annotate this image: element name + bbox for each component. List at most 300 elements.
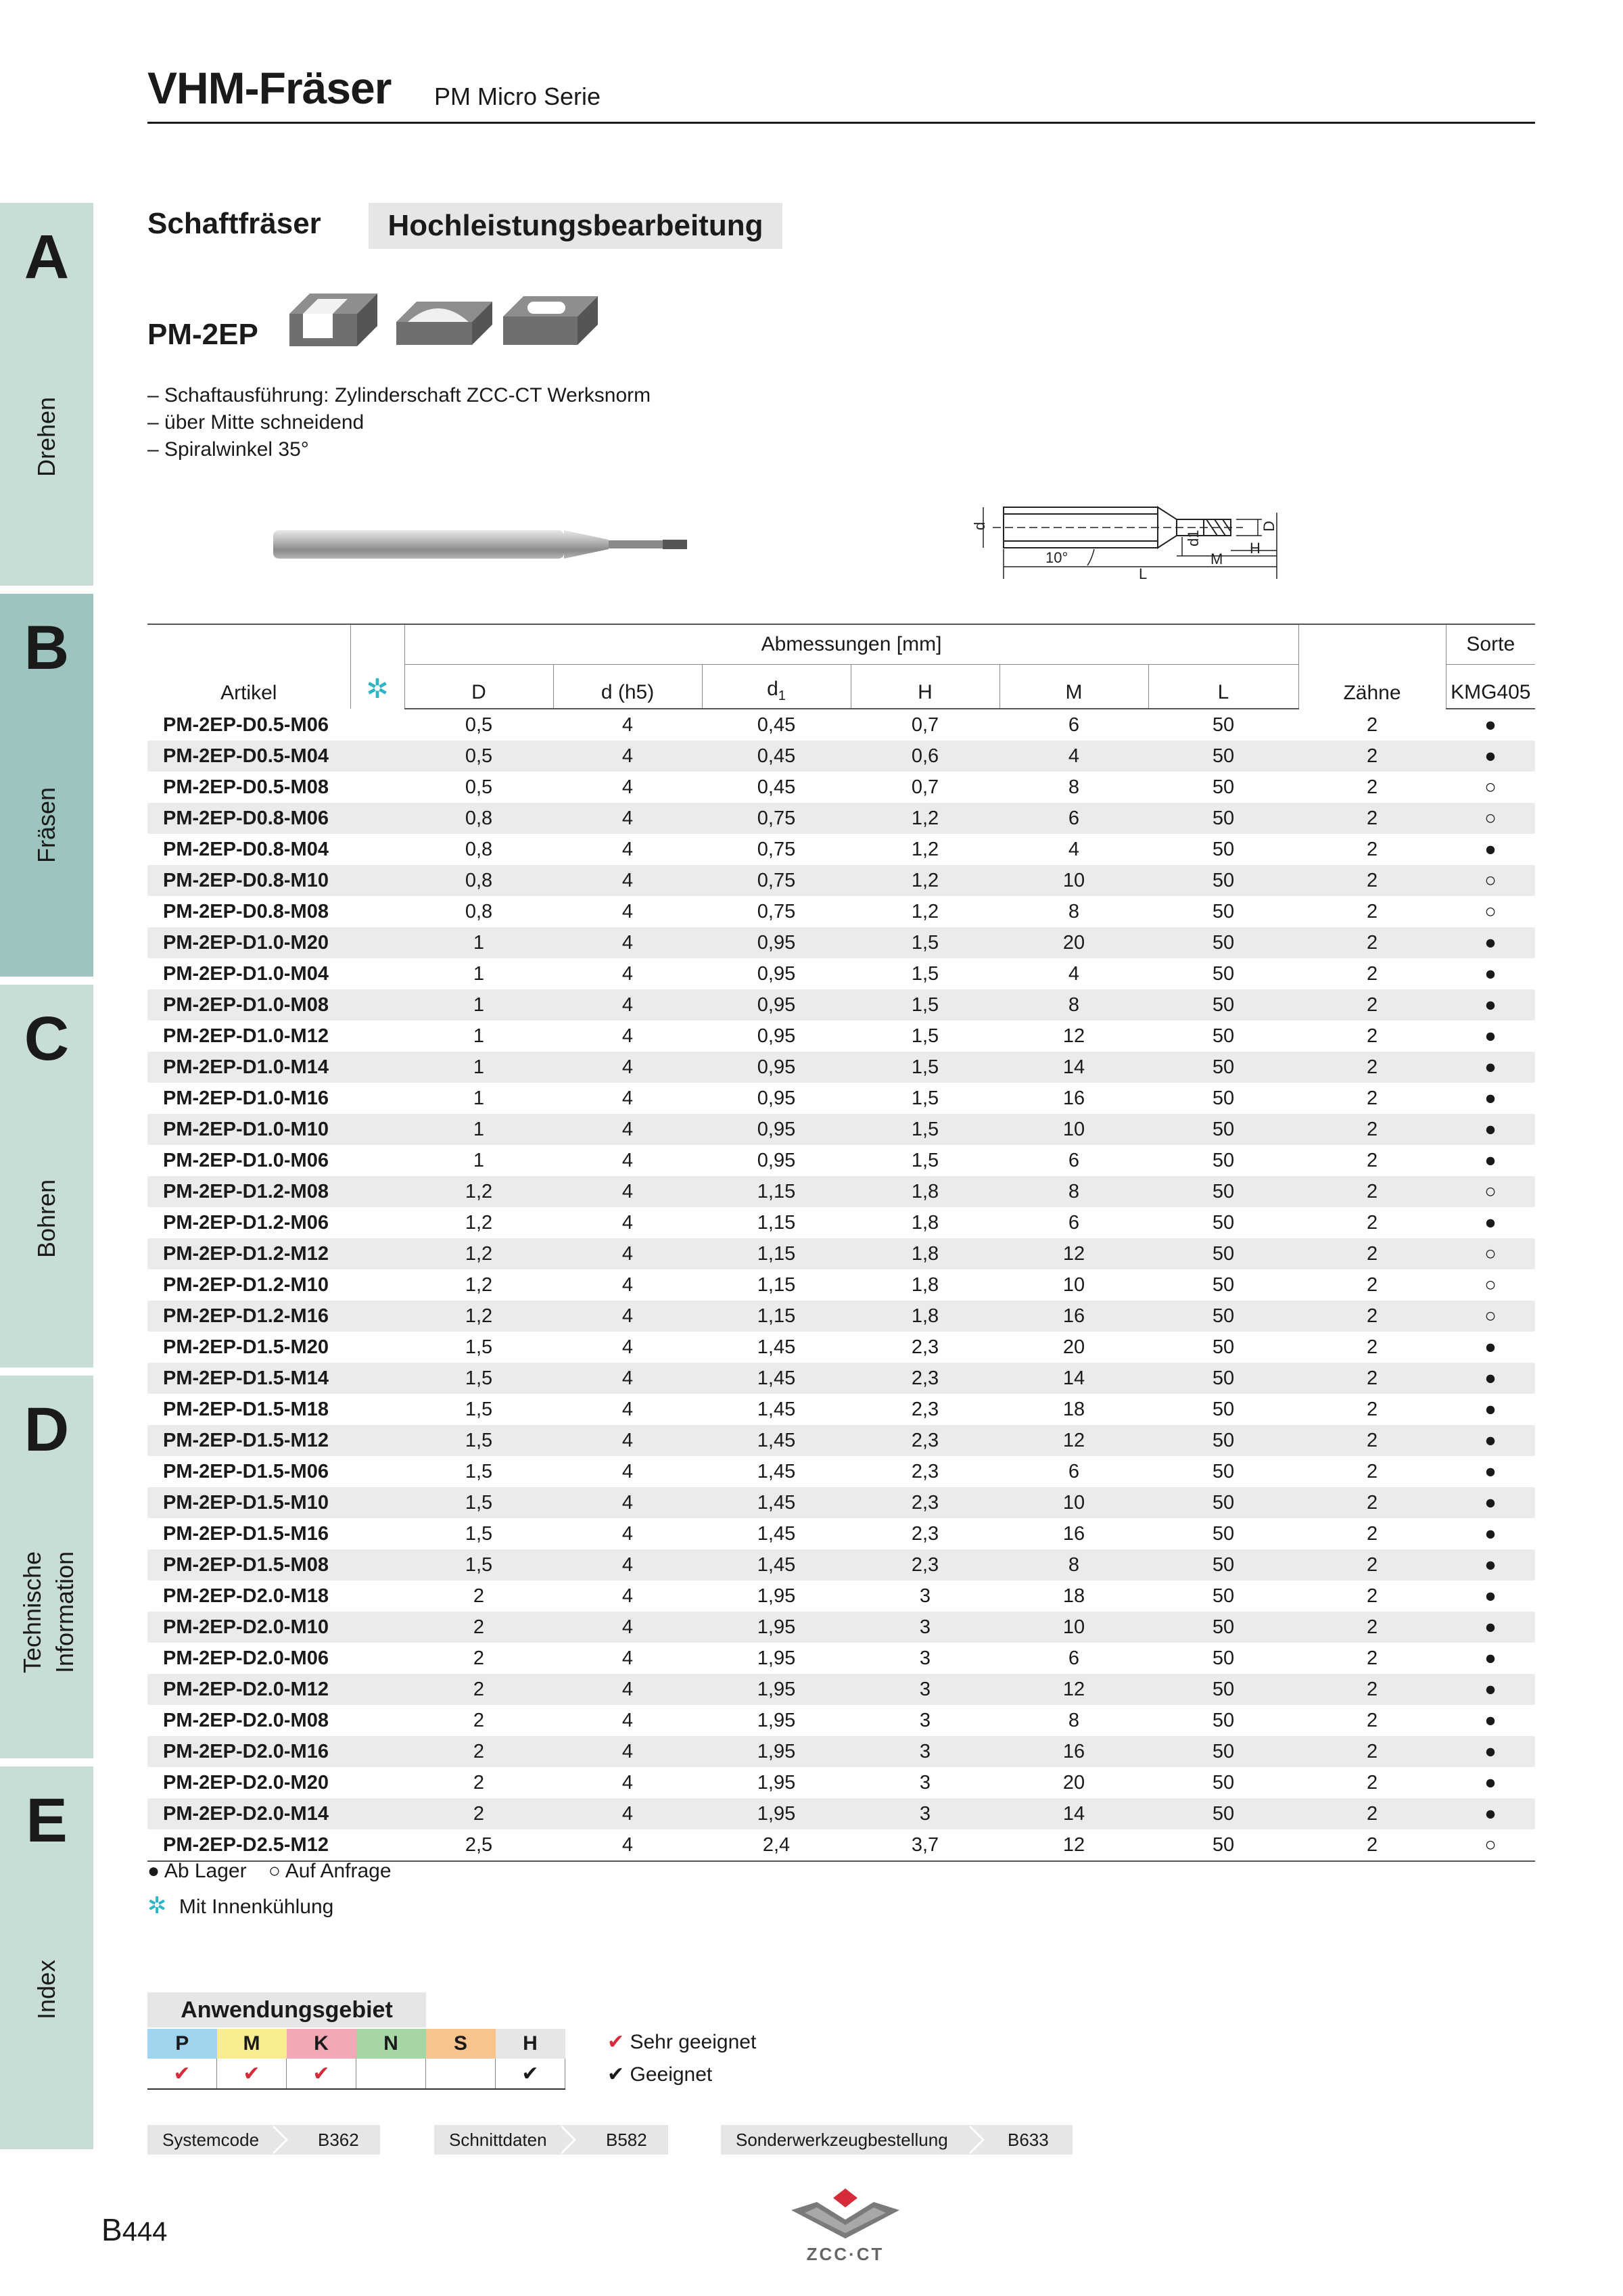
cell-availability: ● [1446, 1114, 1535, 1145]
cell-availability: ● [1446, 1612, 1535, 1643]
cell-artikel: PM-2EP-D2.5-M12 [147, 1829, 350, 1861]
cell-availability: ● [1446, 1425, 1535, 1456]
cell-M: 4 [1068, 839, 1080, 860]
cell-L: 50 [1212, 1212, 1235, 1234]
cell-artikel: PM-2EP-D1.0-M08 [147, 989, 350, 1021]
cell-d: 4 [621, 1710, 634, 1731]
cell-L: 50 [1148, 1674, 1298, 1705]
cell-d1: 1,95 [702, 1674, 851, 1705]
cell-d1: 1,15 [702, 1238, 851, 1269]
cell-availability: ● [1484, 714, 1497, 736]
cell-cooling [350, 1301, 404, 1332]
cell-artikel: PM-2EP-D1.0-M06 [163, 1150, 329, 1171]
cell-L: 50 [1148, 1176, 1298, 1207]
cell-M: 8 [999, 989, 1148, 1021]
cell-availability: ○ [1446, 865, 1535, 896]
col-header-d: d (h5) [553, 665, 702, 709]
cell-H: 1,5 [911, 963, 939, 985]
tab-letter: E [26, 1786, 68, 1855]
cell-d: 4 [553, 1363, 702, 1394]
cell-L: 50 [1212, 901, 1235, 922]
table-row [147, 1207, 1535, 1238]
cell-cooling [350, 1114, 404, 1145]
cell-H: 3 [851, 1612, 999, 1643]
cell-artikel: PM-2EP-D1.0-M16 [163, 1087, 329, 1109]
cell-L: 50 [1212, 1274, 1235, 1296]
cell-zaehne: 2 [1298, 1114, 1446, 1145]
col-header-cooling [350, 624, 404, 709]
tab-label: Bohren [32, 1179, 60, 1258]
cell-H: 1,8 [851, 1301, 999, 1332]
cell-zaehne: 2 [1298, 1829, 1446, 1861]
drawing-label-d1: d1 [1185, 530, 1202, 546]
cell-cooling [350, 1643, 404, 1674]
cell-d1: 1,15 [702, 1301, 851, 1332]
cell-M: 6 [1068, 1461, 1080, 1482]
cell-d: 4 [553, 865, 702, 896]
cell-H: 3 [919, 1710, 931, 1731]
cell-availability: ● [1446, 927, 1535, 958]
cell-M: 10 [999, 1612, 1148, 1643]
cell-d: 4 [621, 1025, 634, 1047]
tab-drehen[interactable] [0, 203, 93, 586]
cell-d: 4 [621, 1523, 634, 1545]
cell-d1: 1,95 [702, 1798, 851, 1829]
cell-d1: 0,95 [757, 1150, 796, 1171]
chevron-right-icon [559, 2125, 573, 2155]
cell-d: 4 [553, 1114, 702, 1145]
cell-D: 1 [473, 963, 485, 985]
cell-availability: ○ [1446, 1301, 1535, 1332]
cell-artikel: PM-2EP-D2.0-M14 [147, 1798, 350, 1829]
cell-d1: 0,75 [757, 839, 796, 860]
tab-technische-information[interactable] [0, 1376, 93, 1758]
cell-H: 1,2 [911, 839, 939, 860]
tab-bohren[interactable] [0, 985, 93, 1367]
cell-d: 4 [621, 1336, 634, 1358]
cell-M: 16 [1062, 1087, 1085, 1109]
cell-H: 1,2 [851, 803, 999, 834]
cell-L: 50 [1148, 1052, 1298, 1083]
table-row [147, 1052, 1535, 1083]
cell-H: 1,2 [851, 865, 999, 896]
cell-availability: ● [1484, 839, 1497, 860]
table-row [147, 1549, 1535, 1580]
cell-cooling [350, 1705, 404, 1736]
cell-M: 12 [999, 1829, 1148, 1861]
cell-H: 1,5 [851, 1114, 999, 1145]
cell-cooling [350, 803, 404, 834]
cell-availability: ● [1446, 1549, 1535, 1580]
cell-availability: ● [1446, 741, 1535, 772]
cell-M: 6 [1068, 1647, 1080, 1669]
cell-d: 4 [553, 1612, 702, 1643]
cell-cooling [350, 709, 404, 741]
legend-suitable-label: Geeignet [630, 2063, 713, 2086]
cell-D: 1,5 [465, 1399, 493, 1420]
cell-availability: ○ [1446, 1238, 1535, 1269]
cell-cooling [350, 1798, 404, 1829]
cell-L: 50 [1212, 1336, 1235, 1358]
cell-artikel: PM-2EP-D1.2-M16 [147, 1301, 350, 1332]
cell-d1: 0,45 [757, 776, 796, 798]
cell-zaehne: 2 [1298, 1549, 1446, 1580]
cell-artikel: PM-2EP-D0.8-M08 [163, 901, 329, 922]
table-row [147, 1767, 1535, 1798]
cell-D: 1,5 [404, 1487, 553, 1518]
logo-text: ZCC·CT [806, 2244, 885, 2264]
cell-D: 1,2 [404, 1176, 553, 1207]
cell-zaehne: 2 [1366, 1647, 1378, 1669]
cell-L: 50 [1212, 714, 1235, 736]
cell-zaehne: 2 [1298, 989, 1446, 1021]
ref-sonderwerkzeugbestellung[interactable] [721, 2125, 1073, 2155]
cell-d: 4 [553, 1238, 702, 1269]
cell-d1: 0,75 [702, 865, 851, 896]
cell-H: 1,8 [851, 1176, 999, 1207]
ref-label: Systemcode [162, 2130, 260, 2150]
cell-zaehne: 2 [1298, 1176, 1446, 1207]
cell-artikel: PM-2EP-D1.2-M10 [163, 1274, 329, 1296]
cell-M: 18 [1062, 1399, 1085, 1420]
cell-L: 50 [1212, 1647, 1235, 1669]
cell-H: 2,3 [851, 1549, 999, 1580]
cell-H: 0,6 [851, 741, 999, 772]
group-header-abmessungen: Abmessungen [mm] [404, 624, 1298, 665]
slot-block-icon [289, 294, 377, 346]
pocket-block-icon [503, 296, 598, 345]
col-header-M: M [999, 665, 1148, 709]
cell-availability: ● [1446, 1363, 1535, 1394]
cell-zaehne: 2 [1366, 1772, 1378, 1794]
page-letter: B [101, 2212, 122, 2247]
cell-availability: ○ [1484, 776, 1497, 798]
cell-availability: ● [1484, 1399, 1497, 1420]
cell-zaehne: 2 [1366, 1336, 1378, 1358]
ref-systemcode[interactable] [147, 2125, 380, 2155]
workpiece-icons [283, 273, 607, 354]
cell-cooling [350, 1269, 404, 1301]
cell-L: 50 [1148, 1798, 1298, 1829]
cell-L: 50 [1148, 989, 1298, 1021]
cell-zaehne: 2 [1366, 1710, 1378, 1731]
cell-L: 50 [1148, 1829, 1298, 1861]
cell-H: 2,3 [851, 1363, 999, 1394]
cell-M: 8 [1068, 901, 1080, 922]
col-header-D: D [404, 665, 553, 709]
drawing-label-angle: 10° [1045, 549, 1068, 566]
tab-label: Technische [18, 1551, 46, 1673]
cell-D: 1,2 [404, 1238, 553, 1269]
cell-d: 4 [553, 989, 702, 1021]
cell-cooling [350, 1238, 404, 1269]
cell-availability: ● [1446, 1487, 1535, 1518]
chevron-right-icon [270, 2125, 285, 2155]
cell-M: 4 [999, 741, 1148, 772]
cell-D: 1,5 [404, 1549, 553, 1580]
cell-artikel: PM-2EP-D2.0-M16 [147, 1736, 350, 1767]
cell-artikel: PM-2EP-D0.5-M08 [163, 776, 329, 798]
tab-letter: A [24, 222, 70, 291]
legend-suitable [607, 2063, 712, 2086]
page-number [101, 2211, 167, 2248]
cell-availability: ● [1484, 963, 1497, 985]
cell-M: 20 [999, 927, 1148, 958]
section-category: Hochleistungsbearbeitung [369, 203, 782, 249]
cell-M: 16 [999, 1736, 1148, 1767]
cell-cooling [350, 1052, 404, 1083]
drawing-label-d: d [971, 521, 988, 530]
table-row [147, 1269, 1535, 1301]
cell-d1: 1,95 [757, 1772, 796, 1794]
cell-d: 4 [621, 1087, 634, 1109]
cell-availability: ○ [1484, 901, 1497, 922]
cell-artikel: PM-2EP-D1.5-M14 [147, 1363, 350, 1394]
cell-d: 4 [553, 1052, 702, 1083]
cell-d: 4 [621, 1399, 634, 1420]
cell-d1: 1,45 [702, 1363, 851, 1394]
cell-L: 50 [1148, 1301, 1298, 1332]
table-row [147, 958, 1535, 989]
cell-D: 2 [404, 1612, 553, 1643]
cell-H: 2,3 [911, 1523, 939, 1545]
cell-zaehne: 2 [1366, 963, 1378, 985]
channel-block-icon [396, 302, 492, 345]
cell-D: 1,5 [465, 1523, 493, 1545]
cell-zaehne: 2 [1298, 741, 1446, 772]
table-row [147, 1487, 1535, 1518]
cell-availability: ● [1484, 1585, 1497, 1607]
cell-availability: ● [1484, 1336, 1497, 1358]
check-icon: ✔ [287, 2059, 356, 2089]
cell-H: 2,3 [911, 1336, 939, 1358]
cell-M: 6 [999, 803, 1148, 834]
cell-M: 16 [999, 1301, 1148, 1332]
cell-D: 0,5 [404, 741, 553, 772]
cell-cooling [350, 1176, 404, 1207]
cell-d1: 1,95 [757, 1647, 796, 1669]
cell-D: 2 [473, 1772, 485, 1794]
cell-cooling [350, 1736, 404, 1767]
cell-L: 50 [1148, 1363, 1298, 1394]
cell-d: 4 [621, 1212, 634, 1234]
cell-d1: 0,95 [757, 963, 796, 985]
table-row [147, 1612, 1535, 1643]
cell-d1: 1,95 [757, 1710, 796, 1731]
cell-d: 4 [553, 1176, 702, 1207]
cell-artikel: PM-2EP-D0.8-M06 [147, 803, 350, 834]
table-row [147, 1238, 1535, 1269]
cell-D: 2 [473, 1585, 485, 1607]
material-k: K [287, 2029, 356, 2059]
tab-label: Information [51, 1551, 78, 1673]
cell-artikel: PM-2EP-D1.5-M06 [163, 1461, 329, 1482]
cell-zaehne: 2 [1298, 1425, 1446, 1456]
col-header-d1-sub: 1 [778, 688, 786, 703]
table-body [147, 709, 1535, 1861]
feature-item: – über Mitte schneidend [147, 411, 364, 434]
table-row [147, 1705, 1535, 1736]
cell-zaehne: 2 [1366, 776, 1378, 798]
col-header-d1 [702, 665, 851, 709]
page-number-value: 444 [122, 2217, 168, 2247]
cell-availability: ● [1484, 1025, 1497, 1047]
cell-d1: 0,75 [757, 901, 796, 922]
cell-artikel: PM-2EP-D0.5-M06 [163, 713, 329, 736]
table-row [147, 803, 1535, 834]
cell-H: 3 [851, 1674, 999, 1705]
cell-D: 1,2 [404, 1301, 553, 1332]
cell-D: 1 [404, 989, 553, 1021]
cell-d1: 0,75 [702, 803, 851, 834]
legend-in-stock: Ab Lager [164, 1860, 247, 1882]
table-row [147, 1021, 1535, 1052]
ref-schnittdaten[interactable] [434, 2125, 668, 2155]
cell-artikel: PM-2EP-D1.5-M08 [147, 1549, 350, 1580]
legend-cooling: Mit Innenkühlung [179, 1896, 334, 1918]
cell-D: 2 [473, 1647, 485, 1669]
cell-H: 1,8 [911, 1274, 939, 1296]
drawing-label-D: D [1261, 521, 1277, 532]
cell-H: 1,5 [911, 1025, 939, 1047]
cell-zaehne: 2 [1366, 1585, 1378, 1607]
cell-artikel: PM-2EP-D0.5-M04 [147, 741, 350, 772]
cell-cooling [350, 834, 404, 865]
cell-zaehne: 2 [1298, 1612, 1446, 1643]
cell-M: 6 [1068, 1150, 1080, 1171]
cell-availability: ● [1446, 1798, 1535, 1829]
cell-cooling [350, 1518, 404, 1549]
ref-code: B582 [606, 2130, 647, 2150]
cell-M: 12 [999, 1238, 1148, 1269]
cell-M: 12 [999, 1674, 1148, 1705]
cell-availability: ● [1446, 989, 1535, 1021]
cell-artikel: PM-2EP-D2.0-M06 [163, 1647, 329, 1669]
cell-artikel: PM-2EP-D1.5-M16 [163, 1523, 329, 1545]
cell-d1: 1,45 [757, 1399, 796, 1420]
cell-d1: 1,45 [702, 1425, 851, 1456]
cell-d: 4 [621, 1461, 634, 1482]
cell-D: 1,5 [465, 1336, 493, 1358]
cell-D: 1 [473, 1087, 485, 1109]
cell-artikel: PM-2EP-D1.0-M04 [163, 963, 329, 985]
cell-d: 4 [621, 901, 634, 922]
cell-H: 1,5 [851, 927, 999, 958]
cell-H: 3 [851, 1736, 999, 1767]
cell-zaehne: 2 [1298, 1798, 1446, 1829]
cell-H: 3 [919, 1585, 931, 1607]
cell-artikel: PM-2EP-D1.2-M06 [163, 1212, 329, 1234]
table-row [147, 1580, 1535, 1612]
cell-zaehne: 2 [1366, 1212, 1378, 1234]
tab-letter: B [24, 613, 70, 682]
table-row [147, 1456, 1535, 1487]
zcc-ct-logo [784, 2186, 906, 2267]
cell-artikel: PM-2EP-D1.2-M08 [147, 1176, 350, 1207]
cell-D: 2 [404, 1798, 553, 1829]
cell-L: 50 [1212, 1523, 1235, 1545]
cell-M: 10 [999, 1487, 1148, 1518]
check-icon: ✔ [496, 2059, 565, 2089]
tab-index[interactable] [0, 1766, 93, 2149]
cell-M: 4 [1068, 963, 1080, 985]
cell-d1: 0,45 [757, 714, 796, 736]
table-row [147, 772, 1535, 803]
cell-L: 50 [1148, 1425, 1298, 1456]
cell-L: 50 [1148, 1736, 1298, 1767]
cell-d1: 1,15 [757, 1274, 796, 1296]
cell-d: 4 [621, 1772, 634, 1794]
cell-D: 1,5 [404, 1425, 553, 1456]
cell-H: 1,8 [851, 1238, 999, 1269]
cell-artikel: PM-2EP-D1.5-M20 [163, 1336, 329, 1358]
cell-L: 50 [1212, 839, 1235, 860]
cooling-icon: ✲ [147, 1893, 167, 1919]
cell-D: 0,8 [465, 839, 493, 860]
material-h: H [496, 2029, 565, 2059]
cell-d1: 0,45 [702, 741, 851, 772]
ref-label: Schnittdaten [449, 2130, 547, 2150]
cell-M: 12 [999, 1425, 1148, 1456]
cell-availability: ○ [1446, 803, 1535, 834]
tab-fraesen[interactable] [0, 594, 93, 977]
cell-H: 3 [851, 1798, 999, 1829]
cell-cooling [350, 927, 404, 958]
cell-d: 4 [621, 1647, 634, 1669]
cell-D: 1,5 [465, 1461, 493, 1482]
cell-artikel: PM-2EP-D2.0-M20 [163, 1772, 329, 1794]
table-row [147, 834, 1535, 865]
check-icon: ✔ [147, 2059, 217, 2089]
table-row [147, 1394, 1535, 1425]
cell-zaehne: 2 [1366, 901, 1378, 922]
col-header-H: H [851, 665, 999, 709]
empty-cell [356, 2059, 426, 2089]
cell-L: 50 [1148, 865, 1298, 896]
cell-d: 4 [553, 1829, 702, 1861]
cell-cooling [350, 865, 404, 896]
cell-L: 50 [1212, 776, 1235, 798]
group-header-sorte: Sorte [1446, 624, 1535, 665]
cell-cooling [350, 989, 404, 1021]
cell-D: 2 [473, 1710, 485, 1731]
cell-M: 8 [999, 1549, 1148, 1580]
cell-L: 50 [1212, 1150, 1235, 1171]
cell-zaehne: 2 [1298, 1487, 1446, 1518]
cell-cooling [350, 1767, 404, 1798]
cell-H: 2,3 [851, 1425, 999, 1456]
cell-d: 4 [621, 714, 634, 736]
cell-D: 0,8 [404, 865, 553, 896]
cell-d: 4 [621, 776, 634, 798]
cell-H: 2,3 [911, 1461, 939, 1482]
black-check-icon: ✔ [607, 2063, 625, 2086]
cell-D: 1,5 [404, 1363, 553, 1394]
cell-H: 3 [919, 1772, 931, 1794]
cell-d1: 0,95 [757, 1087, 796, 1109]
cell-availability: ● [1446, 1052, 1535, 1083]
check-icon: ✔ [217, 2059, 287, 2089]
cell-L: 50 [1148, 741, 1298, 772]
red-check-icon: ✔ [607, 2031, 625, 2053]
cell-zaehne: 2 [1366, 1150, 1378, 1171]
cell-d: 4 [553, 1487, 702, 1518]
cell-d: 4 [553, 1798, 702, 1829]
table-row [147, 1425, 1535, 1456]
table-row [147, 927, 1535, 958]
table-row [147, 741, 1535, 772]
cell-L: 50 [1148, 1612, 1298, 1643]
